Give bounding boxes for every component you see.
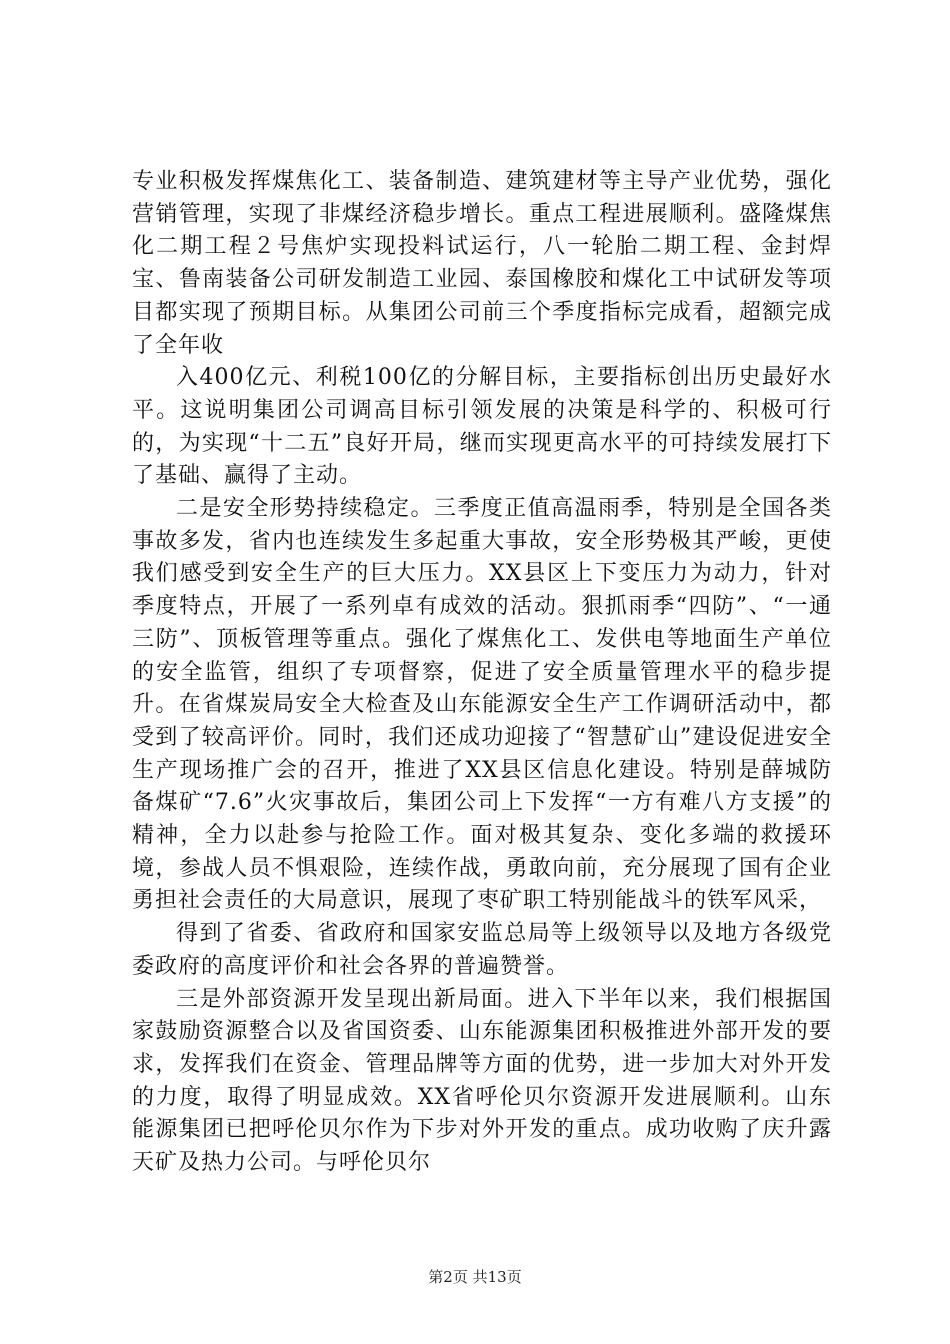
page-number-footer: 第2页 共13页 bbox=[428, 1268, 522, 1286]
paragraph-4: 得到了省委、省政府和国家安监总局等上级领导以及地方各级党委政府的高度评价和社会各界的普遍赞誉。 bbox=[132, 921, 832, 979]
document-body bbox=[132, 166, 832, 1180]
paragraph-5: 三是外部资源开发呈现出新局面。进入下半年以来，我们根据国家鼓励资源整合以及省国资委、山东能源集团积极推进外部开发的要求，发挥我们在资金、管理品牌等方面的优势，进一步加大对外开发的力度，取得了明显成效。XX省呼伦贝尔资源开发进展顺利。山东能源集团已把呼伦贝尔作为下步对外开发的重点。成功收购了庆升露天矿及热力公司。与呼伦贝尔 bbox=[132, 986, 832, 1176]
paragraph-1: 专业积极发挥煤焦化工、装备制造、建筑建材等主导产业优势，强化营销管理，实现了非煤经济稳步增长。重点工程进展顺利。盛隆煤焦化二期工程２号焦炉实现投料试运行，八一轮胎二期工程、金封焊宝、鲁南装备公司研发制造工业园、泰国橡胶和煤化工中试研发等项目都实现了预期目标。从集团公司前三个季度指标完成看，超额完成了全年收 bbox=[132, 169, 832, 358]
paragraph-3: 二是安全形势持续稳定。三季度正值高温雨季，特别是全国各类事故多发，省内也连续发生多起重大事故，安全形势极其严峻，更使我们感受到安全生产的巨大压力。XX县区上下变压力为动力，针对季度特点，开展了一系列卓有成效的活动。狠抓雨季“四防”、“一通三防”、顶板管理等重点。强化了煤焦化工、发供电等地面生产单位的安全监管，组织了专项督察，促进了安全质量管理水平的稳步提升。在省煤炭局安全大检查及山东能源安全生产工作调研活动中，都受到了较高评价。同时，我们还成功迎接了“智慧矿山”建设促进安全生产现场推广会的召开，推进了XX县区信息化建设。特别是薛城防备煤矿“7.6”火灾事故后，集团公司上下发挥“一方有难八方支援”的精神，全力以赴参与抢险工作。面对极其复杂、变化多端的救援环境，参战人员不惧艰险，连续作战，勇敢向前，充分展现了国有企业勇担社会责任的大局意识，展现了枣矿职工特别能战斗的铁军风采， bbox=[132, 496, 832, 914]
paragraph-2: 入400亿元、利税100亿的分解目标，主要指标创出历史最好水平。这说明集团公司调高目标引领发展的决策是科学的、积极可行的，为实现“十二五”良好开局，继而实现更高水平的可持续发展打下了基础、赢得了主动。 bbox=[132, 365, 832, 489]
